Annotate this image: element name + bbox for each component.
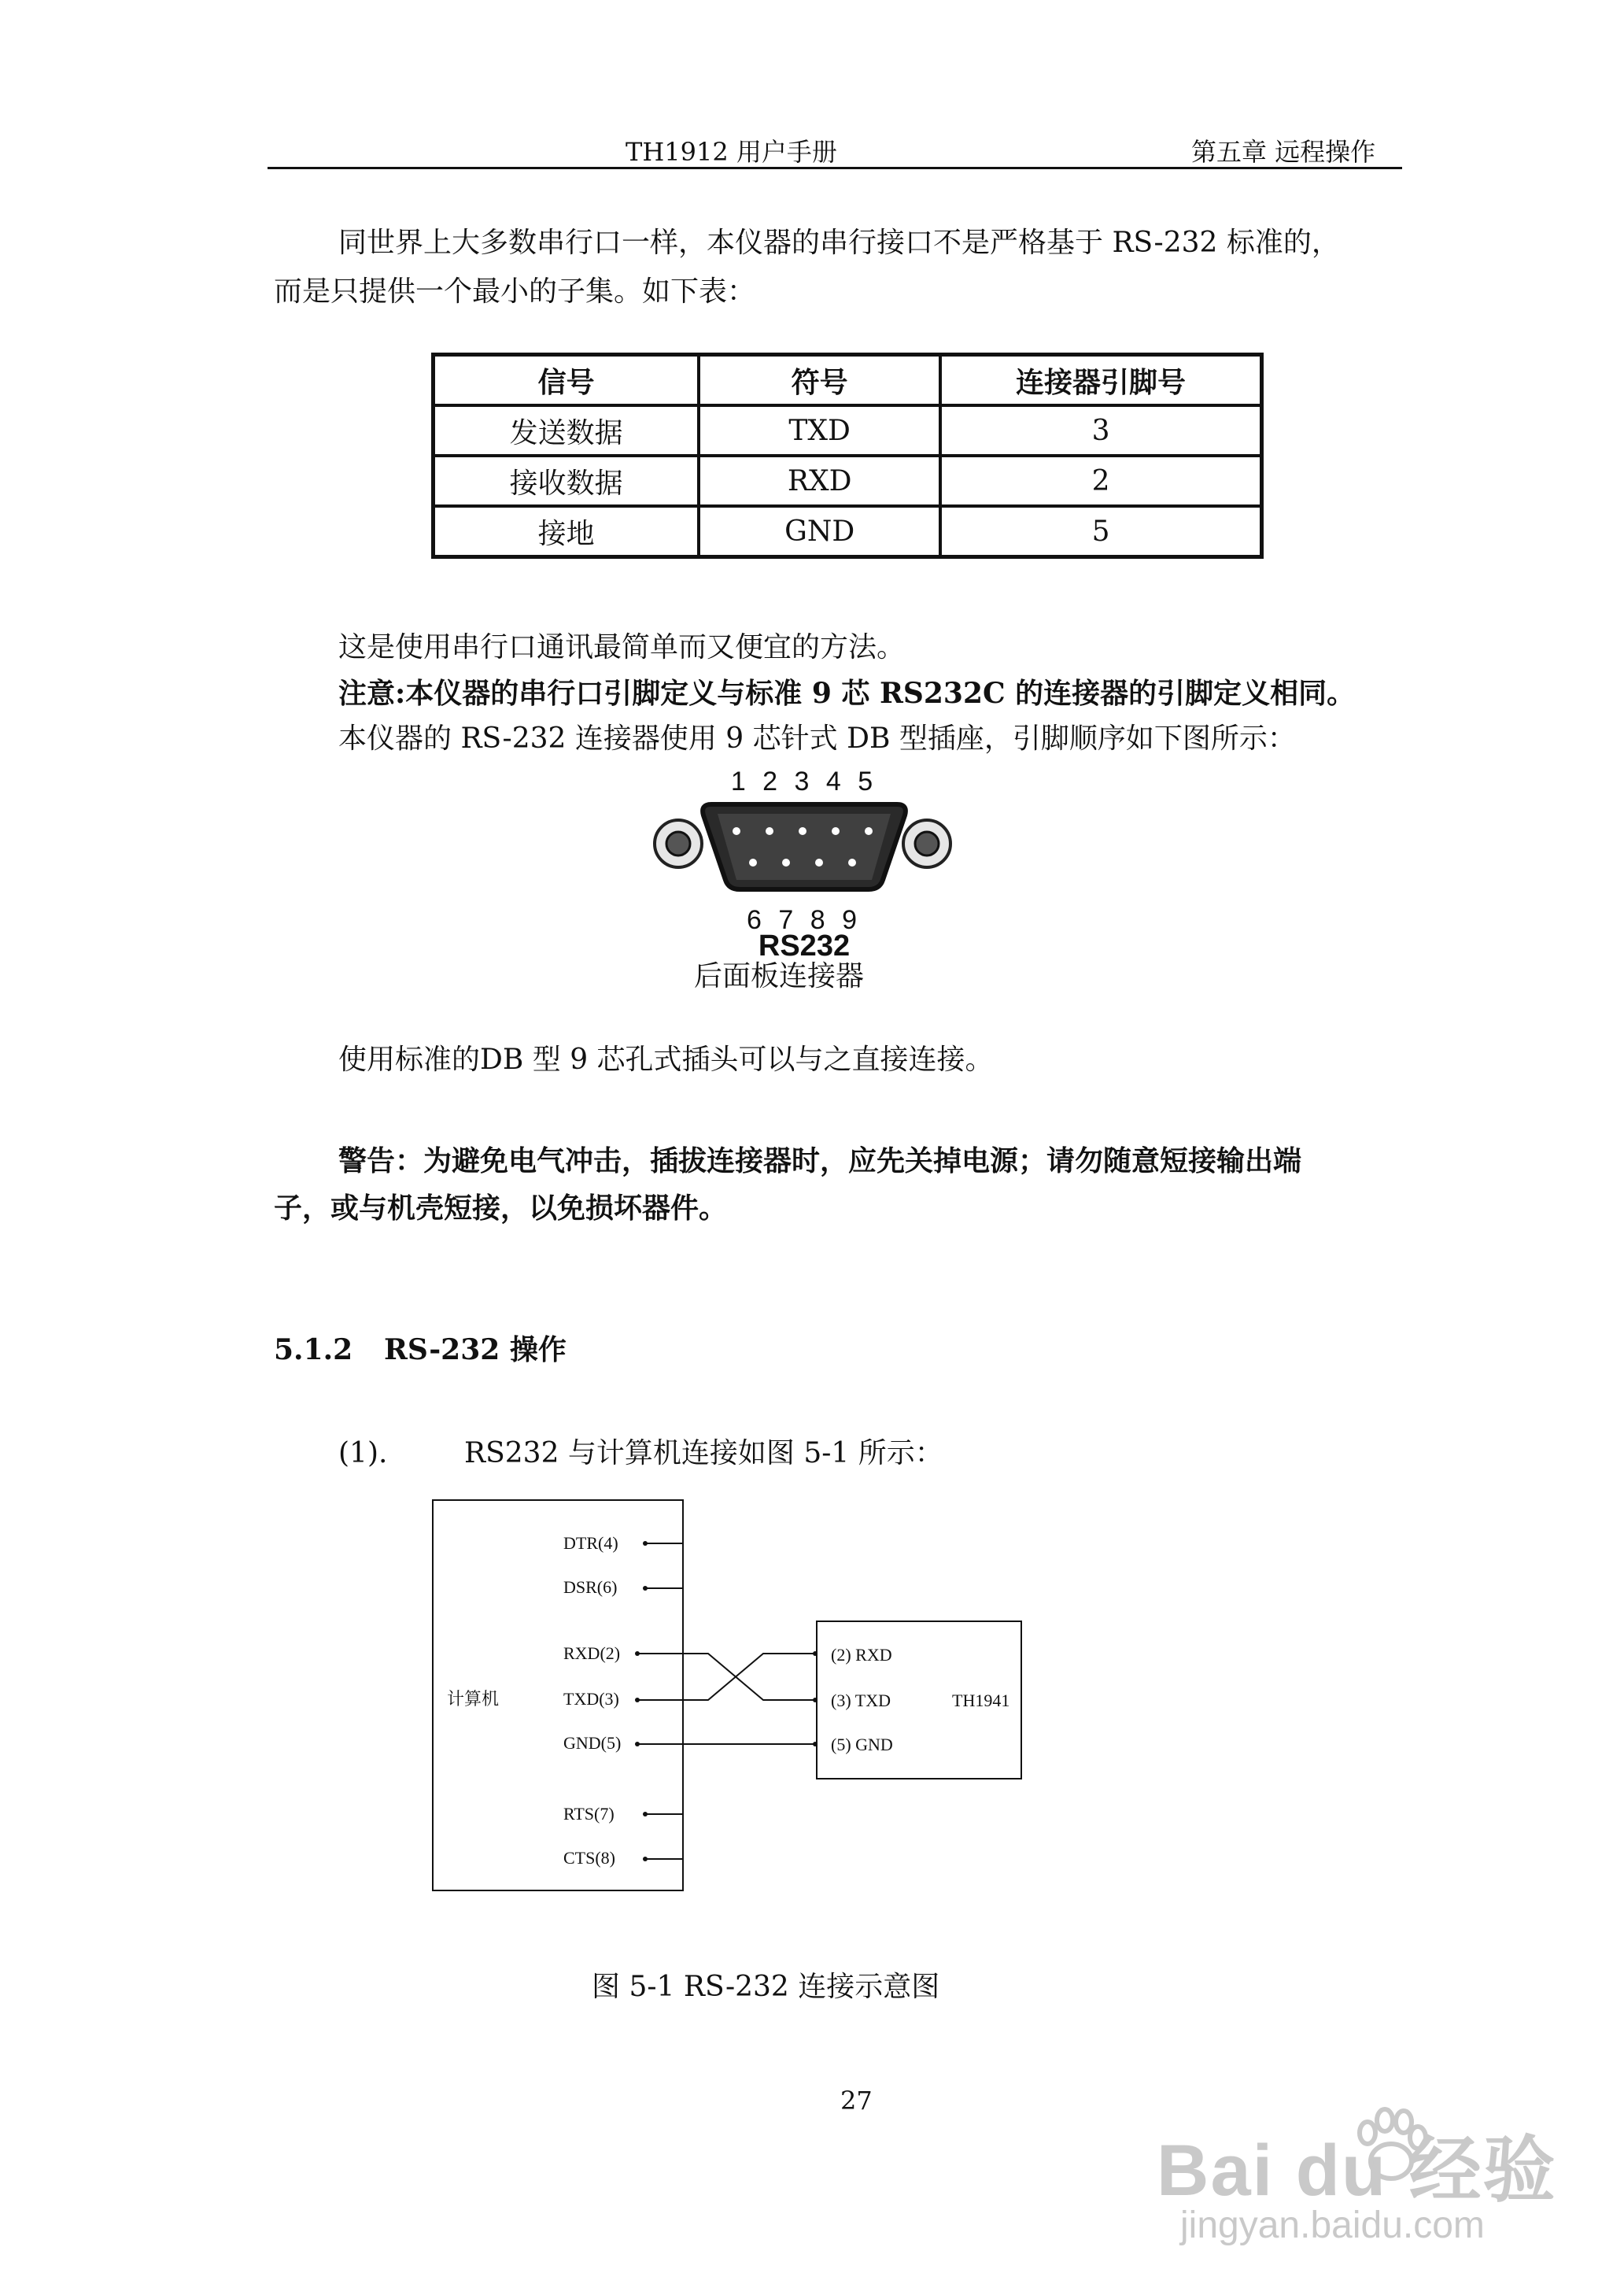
wire-dots xyxy=(635,1541,818,1861)
device-pin-rxd: (2) RXD xyxy=(831,1645,892,1665)
left-screw-icon xyxy=(655,820,702,867)
connector-caption: 后面板连接器 xyxy=(694,960,865,992)
pc-pin-dtr: DTR(4) xyxy=(563,1533,618,1553)
pc-pin-txd: TXD(3) xyxy=(563,1689,619,1709)
pc-pin-rxd: RXD(2) xyxy=(563,1643,621,1663)
simple-method-text: 这是使用串行口通讯最简单而又便宜的方法。 xyxy=(338,631,906,663)
table-cell: RXD xyxy=(699,456,940,506)
device-label: TH1941 xyxy=(952,1691,1010,1710)
diagram-caption: 图 5-1 RS-232 连接示意图 xyxy=(592,1971,940,2003)
signal-table-header-row xyxy=(434,355,1261,405)
table-cell: 3 xyxy=(940,405,1261,456)
table-cell: 接地 xyxy=(434,506,699,556)
warning-line-1: 警告：为避免电气冲击，插拔连接器时，应先关掉电源；请勿随意短接输出端 xyxy=(338,1144,1302,1177)
table-header-signal: 信号 xyxy=(434,355,699,405)
step-index: (1). xyxy=(338,1437,388,1469)
table-cell: 5 xyxy=(940,506,1261,556)
page-number: 27 xyxy=(840,2086,873,2116)
signal-table xyxy=(431,353,1264,559)
connector-label: RS232 xyxy=(758,929,851,959)
table-header-symbol: 符号 xyxy=(699,355,940,405)
rs232-connection-diagram xyxy=(425,1494,1039,1903)
device-pin-gnd: (5) GND xyxy=(831,1735,893,1754)
table-cell: 接收数据 xyxy=(434,456,699,506)
diagram-wires xyxy=(637,1543,815,1859)
pc-pin-gnd: GND(5) xyxy=(563,1733,622,1753)
right-screw-icon xyxy=(903,820,950,867)
baidu-watermark-url: jingyan.baidu.com xyxy=(1180,2204,1485,2246)
db9-connector-figure xyxy=(629,762,976,959)
warning-line-2: 子，或与机壳短接，以免损坏器件。 xyxy=(274,1192,728,1225)
intro-line-2: 而是只提供一个最小的子集。如下表： xyxy=(274,275,756,308)
header-left: TH1912 用户手册 xyxy=(626,137,837,167)
section-title: RS-232 操作 xyxy=(384,1333,567,1366)
table-cell: 发送数据 xyxy=(434,405,699,456)
intro-line-1: 同世界上大多数串行口一样，本仪器的串行接口不是严格基于 RS-232 标准的， xyxy=(338,227,1340,259)
connector-top-pin-numbers: 1 2 3 4 5 xyxy=(730,767,878,796)
table-cell: 2 xyxy=(940,456,1261,506)
pc-pin-dsr: DSR(6) xyxy=(563,1577,618,1597)
pc-pin-rts: RTS(7) xyxy=(563,1804,615,1824)
table-row xyxy=(434,405,1261,456)
plug-text: 使用标准的DB 型 9 芯孔式插头可以与之直接连接。 xyxy=(338,1044,994,1076)
step-text: RS232 与计算机连接如图 5-1 所示： xyxy=(464,1437,943,1469)
table-row xyxy=(434,456,1261,506)
note-text: 注意:本仪器的串行口引脚定义与标准 9 芯 RS232C 的连接器的引脚定义相同。 xyxy=(338,677,1356,710)
table-cell: TXD xyxy=(699,405,940,456)
connector-description: 本仪器的 RS-232 连接器使用 9 芯针式 DB 型插座，引脚顺序如下图所示： xyxy=(338,722,1296,755)
pc-pin-cts: CTS(8) xyxy=(563,1848,615,1868)
header-right: 第五章 远程操作 xyxy=(1191,137,1376,167)
connector-bottom-pin-numbers: 6 7 8 9 xyxy=(747,905,862,935)
table-header-pin: 连接器引脚号 xyxy=(940,355,1261,405)
device-pin-txd: (3) TXD xyxy=(831,1691,891,1710)
computer-label: 计算机 xyxy=(447,1689,500,1709)
baidu-watermark-brand: Bai du 经验 xyxy=(1157,2131,1557,2211)
section-number: 5.1.2 xyxy=(274,1333,353,1366)
table-cell: GND xyxy=(699,506,940,556)
paw-icon xyxy=(1344,2100,1438,2194)
header-rule xyxy=(268,167,1402,169)
table-row xyxy=(434,506,1261,556)
